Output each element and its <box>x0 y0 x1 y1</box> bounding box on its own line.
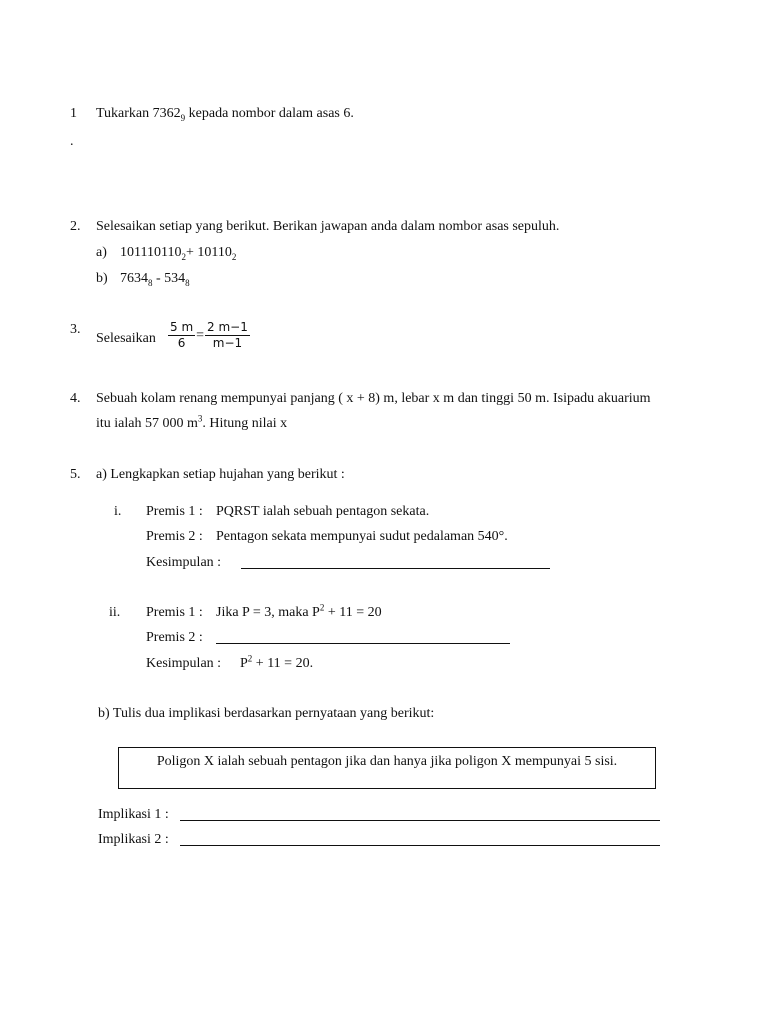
q2-a-value2: + 10110 <box>185 245 232 260</box>
q5-ii-premise2-blank[interactable] <box>216 631 510 644</box>
q1-text-b: kepada nombor dalam asas 6. <box>185 106 354 121</box>
q5-ii-conclusion-b: + 11 = 20. <box>252 656 314 671</box>
q5-ii-conclusion-label: Kesimpulan : <box>146 656 222 671</box>
q5-i-premise1-label: Premis 1 : <box>146 504 203 519</box>
q5-i-roman: i. <box>114 504 122 519</box>
q2-b-value1: 7634 <box>120 271 148 286</box>
q3-number: 3. <box>70 322 81 337</box>
q5-ii-roman: ii. <box>109 605 121 620</box>
q2-a-expression <box>120 244 236 262</box>
q5-statement-text: Poligon X ialah sebuah pentagon jika dan hanya jika poligon X mempunyai 5 sisi. <box>156 754 618 769</box>
q5-i-premise1: PQRST ialah sebuah pentagon sekata. <box>216 504 430 519</box>
q5-ii-conclusion-a: P <box>240 656 248 671</box>
q2-a-sub2: 2 <box>231 251 237 262</box>
q5-i-conclusion-label: Kesimpulan : <box>146 555 222 570</box>
q3-rhs-numerator: 2 m−1 <box>207 320 248 334</box>
q1-text <box>96 105 354 123</box>
q2-number: 2. <box>70 219 81 234</box>
q5-ii-conclusion-sup: 2 <box>247 653 253 664</box>
q3-lhs-fraction <box>168 320 195 351</box>
q5-ii-conclusion <box>240 655 313 673</box>
q5-implication1-blank[interactable] <box>180 808 660 821</box>
q3-lhs-denominator: 6 <box>177 336 186 350</box>
q2-b-expression <box>120 270 190 288</box>
q2-b-sub1: 8 <box>148 277 153 288</box>
q4-line2-b: . Hitung nilai x <box>202 416 288 431</box>
q5-i-conclusion-blank[interactable] <box>241 556 550 569</box>
q3-equals: = <box>196 327 205 343</box>
q2-a-label: a) <box>96 245 107 260</box>
q2-b-value2: - 534 <box>152 271 186 286</box>
q1-text-a: Tukarkan 7362 <box>96 106 181 121</box>
q5-ii-premise1 <box>216 604 382 622</box>
q3-rhs-denominator: m−1 <box>212 336 243 350</box>
q5-b-text: b) Tulis dua implikasi berdasarkan pernyataan yang berikut: <box>98 706 435 721</box>
q3-equation <box>168 320 250 351</box>
q3-lhs-numerator: 5 m <box>170 320 194 334</box>
q2-b-sub2: 8 <box>185 277 190 288</box>
q5-ii-premise1-label: Premis 1 : <box>146 605 203 620</box>
q2-a-value1: 101110110 <box>120 245 182 260</box>
q4-line1: Sebuah kolam renang mempunyai panjang ( x + 8) m, lebar x m dan tinggi 50 m. Isipadu akuarium <box>96 391 651 406</box>
q1-number: 1 <box>70 106 77 121</box>
q5-i-premise2: Pentagon sekata mempunyai sudut pedalaman 540°. <box>216 529 508 544</box>
q5-ii-premise1-b: + 11 = 20 <box>324 605 382 620</box>
q5-implication2-label: Implikasi 2 : <box>98 832 169 847</box>
q1-dot: . <box>70 134 74 149</box>
q5-number: 5. <box>70 467 81 482</box>
q2-b-label: b) <box>96 271 108 286</box>
q4-superscript: 3 <box>197 413 203 424</box>
q5-statement-box <box>118 747 656 789</box>
q4-line2 <box>96 415 287 433</box>
q5-ii-premise2-label: Premis 2 : <box>146 630 203 645</box>
q4-line2-a: itu ialah 57 000 m <box>96 416 198 431</box>
q5-implication2-blank[interactable] <box>180 833 660 846</box>
q2-text: Selesaikan setiap yang berikut. Berikan jawapan anda dalam nombor asas sepuluh. <box>96 219 560 234</box>
q1-subscript: 9 <box>180 112 186 123</box>
q3-rhs-fraction <box>205 320 250 351</box>
q5-implication1-label: Implikasi 1 : <box>98 807 169 822</box>
q5-i-premise2-label: Premis 2 : <box>146 529 203 544</box>
q5-ii-premise1-a: Jika P = 3, maka P <box>216 605 320 620</box>
q4-number: 4. <box>70 391 81 406</box>
q5-ii-premise1-sup: 2 <box>319 602 325 613</box>
q3-text: Selesaikan <box>96 331 156 346</box>
q5-a-text: a) Lengkapkan setiap hujahan yang berikut : <box>96 467 345 482</box>
q2-a-sub1: 2 <box>181 251 186 262</box>
